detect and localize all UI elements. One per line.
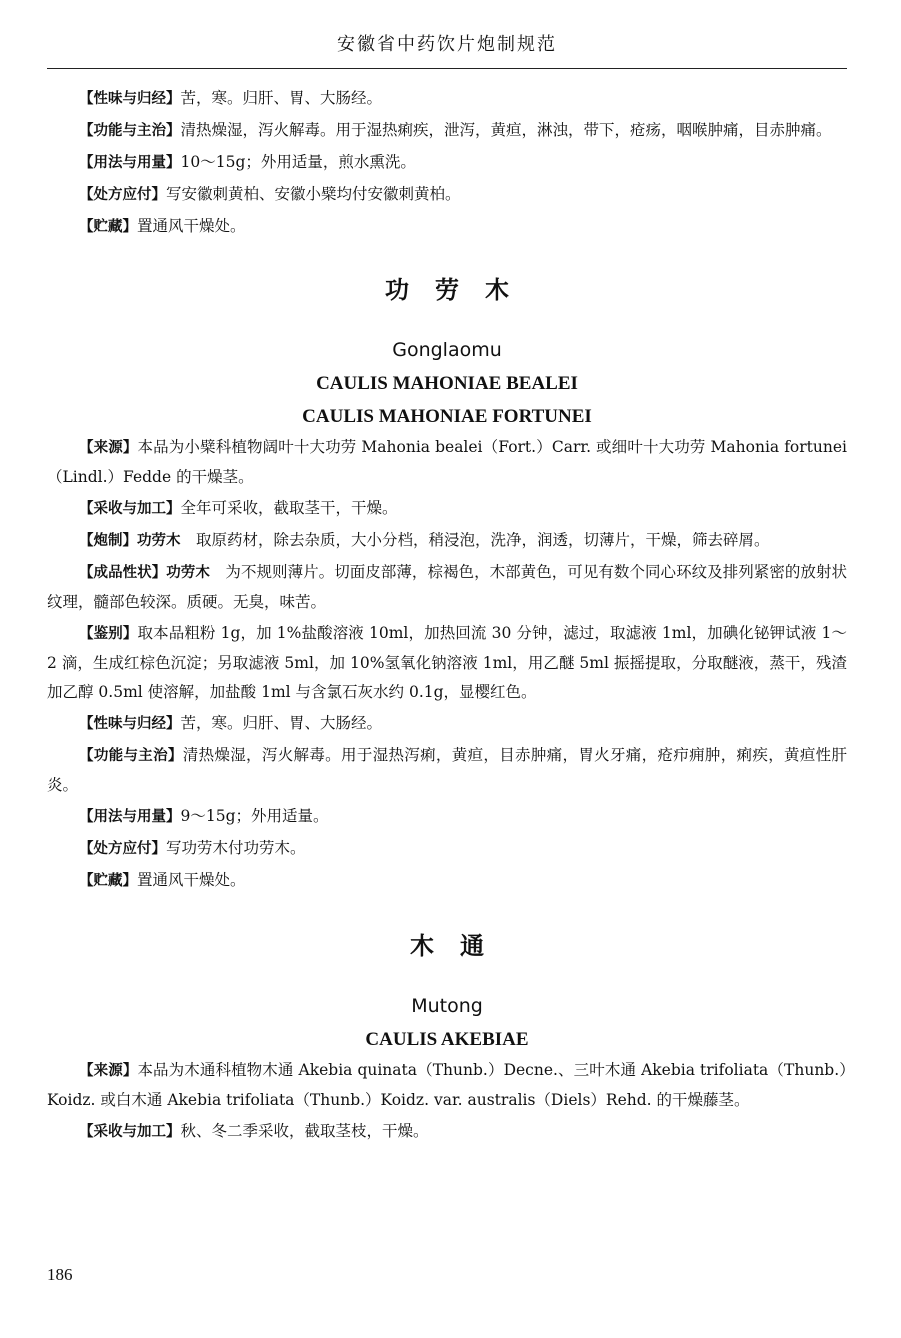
field-label: 【来源】 xyxy=(79,1063,138,1079)
paragraph xyxy=(47,494,847,524)
field-text: 清热燥湿，泻火解毒。用于湿热痢疾，泄泻，黄疸，淋浊，带下，疮疡，咽喉肿痛，目赤肿痛。 xyxy=(180,121,832,139)
mutong-block xyxy=(47,1056,847,1147)
pinyin-mutong: Mutong xyxy=(411,995,483,1017)
field-label: 【性味与归经】 xyxy=(79,91,181,107)
field-label: 【处方应付】 xyxy=(79,841,166,857)
field-text: 秋、冬二季采收，截取茎枝，干燥。 xyxy=(180,1122,429,1140)
field-text: 苦，寒。归肝、胃、大肠经。 xyxy=(180,89,383,107)
paragraph xyxy=(47,619,847,707)
paragraph xyxy=(47,84,847,114)
field-label: 【炮制】功劳木 xyxy=(79,533,181,549)
field-text: 为不规则薄片。切面皮部薄，棕褐色，木部黄色，可见有数个同心环纹及排列紧密的放射状纹理，髓部色较深。质硬。无臭，味苦。 xyxy=(47,563,847,611)
paragraph xyxy=(47,180,847,210)
paragraph xyxy=(47,116,847,146)
paragraph xyxy=(47,866,847,896)
field-text: 本品为木通科植物木通 Akebia quinata（Thunb.）Decne.、三叶木通 Akebia trifoliata（Thunb.）Koidz. 或白木通 Akebia trifoliata（Thunb.）Koidz. var. australis（Diels）Rehd. 的干燥藤茎。 xyxy=(47,1061,848,1109)
field-text: 置通风干燥处。 xyxy=(137,871,246,889)
paragraph xyxy=(47,433,847,492)
paragraph xyxy=(47,212,847,242)
field-label: 【成品性状】功劳木 xyxy=(79,565,210,581)
field-label: 【贮藏】 xyxy=(79,219,137,235)
field-label: 【功能与主治】 xyxy=(79,123,181,139)
paragraph xyxy=(47,834,847,864)
section-title-gonglaomu: 功劳木 xyxy=(385,276,535,304)
section-title-mutong: 木通 xyxy=(410,932,510,960)
field-text: 写功劳木付功劳木。 xyxy=(166,839,306,857)
paragraph xyxy=(47,148,847,178)
paragraph xyxy=(47,1117,847,1147)
field-label: 【用法与用量】 xyxy=(79,155,181,171)
latin-name-1: CAULIS MAHONIAE BEALEI xyxy=(316,373,578,394)
field-label: 【贮藏】 xyxy=(79,873,137,889)
header-rule xyxy=(47,68,847,69)
field-text: 全年可采收，截取茎干，干燥。 xyxy=(180,499,398,517)
field-text: 置通风干燥处。 xyxy=(137,217,246,235)
top-block xyxy=(47,84,847,242)
field-label: 【采收与加工】 xyxy=(79,1124,181,1140)
field-label: 【功能与主治】 xyxy=(79,748,183,764)
paragraph xyxy=(47,526,847,556)
field-label: 【鉴别】 xyxy=(79,626,138,642)
pinyin-gonglaomu: Gonglaomu xyxy=(392,339,502,361)
field-label: 【用法与用量】 xyxy=(79,809,181,825)
gonglaomu-block xyxy=(47,433,847,896)
page-content xyxy=(47,84,847,1149)
paragraph xyxy=(47,1056,847,1115)
paragraph xyxy=(47,802,847,832)
field-text: 取原药材，除去杂质，大小分档，稍浸泡，洗净，润透，切薄片，干燥，筛去碎屑。 xyxy=(180,531,770,549)
field-text: 取本品粗粉 1g，加 1%盐酸溶液 10ml，加热回流 30 分钟，滤过，取滤液 1ml，加碘化铋钾试液 1～2 滴，生成红棕色沉淀；另取滤液 5ml，加 10%氢氧化钠溶液 1ml，用乙醚 5ml 振摇提取，分取醚液，蒸干，残渣加乙醇 0.5ml 使溶解，加盐酸 1ml 与含氯石灰水约 0.1g，显樱红色。 xyxy=(47,624,847,701)
field-text: 本品为小檗科植物阔叶十大功劳 Mahonia bealei（Fort.）Carr. 或细叶十大功劳 Mahonia fortunei（Lindl.）Fedde 的干燥茎。 xyxy=(47,438,847,486)
field-text: 清热燥湿，泻火解毒。用于湿热泻痢，黄疸，目赤肿痛，胃火牙痛，疮疖痈肿，痢疾，黄疸性肝炎。 xyxy=(47,746,847,794)
field-text: 9～15g；外用适量。 xyxy=(180,807,329,825)
field-text: 苦，寒。归肝、胃、大肠经。 xyxy=(180,714,383,732)
field-label: 【性味与归经】 xyxy=(79,716,181,732)
page-number: 186 xyxy=(47,1265,73,1284)
paragraph xyxy=(47,709,847,739)
field-text: 写安徽刺黄柏、安徽小檗均付安徽刺黄柏。 xyxy=(166,185,461,203)
latin-name-2: CAULIS MAHONIAE FORTUNEI xyxy=(302,406,592,427)
running-header: 安徽省中药饮片炮制规范 xyxy=(337,34,557,55)
field-label: 【来源】 xyxy=(79,440,138,456)
latin-name-mutong: CAULIS AKEBIAE xyxy=(365,1029,529,1050)
paragraph xyxy=(47,558,847,617)
field-label: 【采收与加工】 xyxy=(79,501,181,517)
field-label: 【处方应付】 xyxy=(79,187,166,203)
field-text: 10～15g；外用适量，煎水熏洗。 xyxy=(180,153,416,171)
paragraph xyxy=(47,741,847,800)
